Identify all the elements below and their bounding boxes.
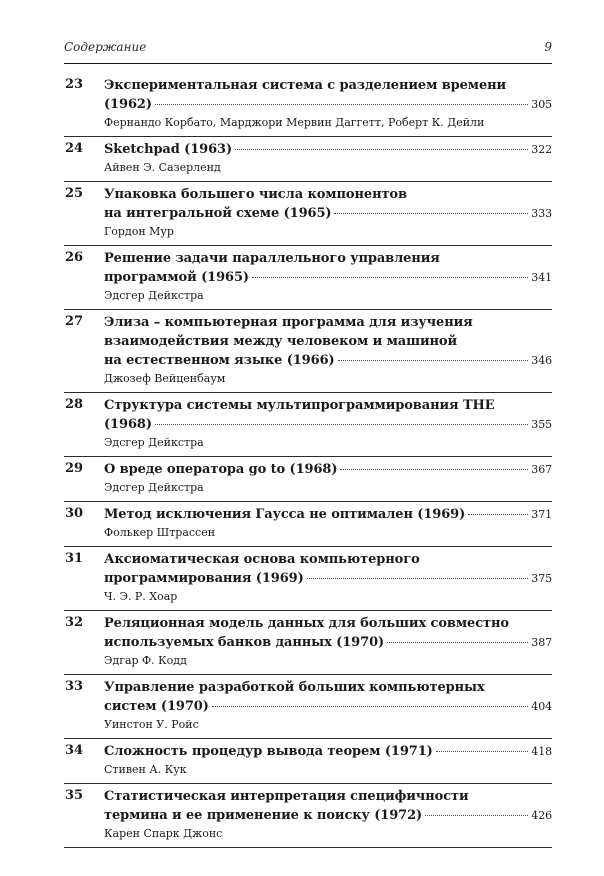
toc-entry-number: 35 <box>65 788 84 803</box>
dot-leader <box>334 213 528 214</box>
toc-entry-author: Эдсгер Дейкстра <box>104 289 204 302</box>
toc-entry-title-line: Статистическая интерпретация специфичности <box>104 789 469 804</box>
toc-entry-author: Фолькер Штрассен <box>104 526 216 539</box>
dot-leader <box>252 277 528 278</box>
toc-entry-page-number: 333 <box>531 207 552 220</box>
toc-entry <box>64 611 552 675</box>
toc-entry-title-last-line <box>104 569 552 588</box>
dot-leader <box>436 751 529 752</box>
toc-entry-number: 25 <box>65 186 84 201</box>
toc-entry-content <box>104 614 552 669</box>
toc-entry-content <box>104 678 552 733</box>
toc-entry-title-text: (1962) <box>104 97 152 112</box>
toc-entry-page-number: 371 <box>531 508 552 521</box>
toc-entry-title-text: О вреде оператора go to (1968) <box>104 462 338 477</box>
toc-entry <box>64 393 552 457</box>
toc-entry-author: Фернандо Корбато, Марджори Мервин Даггетт, Роберт К. Дейли <box>104 116 485 129</box>
toc-entry-number: 27 <box>65 314 84 329</box>
toc-entry-title-text: Метод исключения Гаусса не оптимален (1969) <box>104 507 466 522</box>
toc-entry-title-last-line <box>104 633 552 652</box>
toc-entry-number: 23 <box>65 77 84 92</box>
dot-leader <box>307 578 529 579</box>
toc-entry-content <box>104 185 552 240</box>
toc-entry-title-line: Управление разработкой больших компьютерных <box>104 680 485 695</box>
toc-entry-content <box>104 140 552 176</box>
toc-entry-content <box>104 460 552 496</box>
toc-entry-author: Эдгар Ф. Кодд <box>104 654 187 667</box>
toc-entry-number: 28 <box>65 397 84 412</box>
toc-entry-title-text: на естественном языке (1966) <box>104 353 335 368</box>
toc-entry-title-text: (1968) <box>104 417 152 432</box>
toc-entry-title-line: Аксиоматическая основа компьютерного <box>104 552 420 567</box>
toc-entry-title-line: Экспериментальная система с разделением времени <box>104 78 507 93</box>
toc-entry-number: 31 <box>65 551 84 566</box>
dot-leader <box>387 642 528 643</box>
dot-leader <box>155 424 528 425</box>
dot-leader <box>155 104 528 105</box>
toc-entry-title-text: программирования (1969) <box>104 571 304 586</box>
toc-entry-content <box>104 505 552 541</box>
toc-entry-author: Гордон Мур <box>104 225 174 238</box>
toc-entry-content <box>104 742 552 778</box>
toc-entry-content <box>104 550 552 605</box>
toc-entry <box>64 502 552 547</box>
running-header <box>64 40 552 56</box>
toc-entry-title-line: взаимодействия между человеком и машиной <box>104 334 458 349</box>
toc-entry-page-number: 322 <box>531 143 552 156</box>
toc-entry-page-number: 404 <box>531 700 552 713</box>
toc-entry-number: 32 <box>65 615 84 630</box>
toc-entry-title-text: программой (1965) <box>104 270 249 285</box>
toc-entry-title-last-line <box>104 505 552 524</box>
toc-entry-title-line: Элиза – компьютерная программа для изучения <box>104 315 473 330</box>
toc-entry-title-last-line <box>104 460 552 479</box>
toc-entry-page-number: 367 <box>531 463 552 476</box>
toc-entry-title-text: систем (1970) <box>104 699 209 714</box>
toc-entry-title-line: Упаковка большего числа компонентов <box>104 187 407 202</box>
toc-entry-author: Эдсгер Дейкстра <box>104 436 204 449</box>
toc-entry <box>64 73 552 137</box>
toc-entry-title-text: термина и ее применение к поиску (1972) <box>104 808 423 823</box>
toc-entry-number: 34 <box>65 743 84 758</box>
toc-entry-page-number: 375 <box>531 572 552 585</box>
toc-entry-title-last-line <box>104 95 552 114</box>
toc-entry-title-last-line <box>104 204 552 223</box>
toc-entry-page-number: 346 <box>531 354 552 367</box>
toc-entry-title-text: Сложность процедур вывода теорем (1971) <box>104 744 433 759</box>
toc-entry-number: 30 <box>65 506 84 521</box>
toc-entry <box>64 310 552 393</box>
toc-entry-title-last-line <box>104 697 552 716</box>
dot-leader <box>468 514 528 515</box>
running-header-page-number: 9 <box>544 40 552 54</box>
dot-leader <box>212 706 528 707</box>
toc-entry-title-last-line <box>104 140 552 159</box>
toc-entry-title-last-line <box>104 742 552 761</box>
toc-entry <box>64 246 552 310</box>
toc-entry <box>64 675 552 739</box>
toc-entry <box>64 547 552 611</box>
toc-entry-content <box>104 787 552 842</box>
toc-entry-page-number: 426 <box>531 809 552 822</box>
toc-entry-title-text: Sketchpad (1963) <box>104 142 233 157</box>
toc-entry-content <box>104 396 552 451</box>
toc-entry-author: Эдсгер Дейкстра <box>104 481 204 494</box>
toc-entry-title-last-line <box>104 351 552 370</box>
table-of-contents <box>64 73 552 848</box>
toc-entry-page-number: 305 <box>531 98 552 111</box>
toc-entry-title-line: Структура системы мультипрограммирования THE <box>104 398 495 413</box>
toc-entry-content <box>104 313 552 387</box>
running-header-title: Содержание <box>64 40 147 54</box>
toc-entry-author: Айвен Э. Сазерленд <box>104 161 221 174</box>
toc-entry-author: Джозеф Вейценбаум <box>104 372 226 385</box>
toc-entry-page-number: 418 <box>531 745 552 758</box>
toc-entry-number: 33 <box>65 679 84 694</box>
toc-entry-content <box>104 76 552 131</box>
header-rule <box>64 63 552 64</box>
toc-entry <box>64 784 552 848</box>
dot-leader <box>235 149 528 150</box>
dot-leader <box>425 815 528 816</box>
toc-entry-content <box>104 249 552 304</box>
toc-entry-title-last-line <box>104 268 552 287</box>
toc-entry-title-text: используемых банков данных (1970) <box>104 635 385 650</box>
toc-entry-author: Уинстон У. Ройс <box>104 718 199 731</box>
toc-entry-title-last-line <box>104 806 552 825</box>
toc-entry-title-text: на интегральной схеме (1965) <box>104 206 332 221</box>
toc-entry <box>64 137 552 182</box>
toc-entry-author: Карен Спарк Джонс <box>104 827 223 840</box>
dot-leader <box>338 360 529 361</box>
toc-entry-title-last-line <box>104 415 552 434</box>
toc-entry-author: Ч. Э. Р. Хоар <box>104 590 178 603</box>
toc-entry-number: 26 <box>65 250 84 265</box>
toc-entry-page-number: 355 <box>531 418 552 431</box>
toc-entry-page-number: 387 <box>531 636 552 649</box>
toc-entry-author: Стивен А. Кук <box>104 763 187 776</box>
toc-entry-number: 24 <box>65 141 84 156</box>
toc-entry-title-line: Реляционная модель данных для больших совместно <box>104 616 509 631</box>
toc-entry-title-line: Решение задачи параллельного управления <box>104 251 440 266</box>
toc-entry-page-number: 341 <box>531 271 552 284</box>
toc-entry <box>64 739 552 784</box>
dot-leader <box>340 469 528 470</box>
toc-entry <box>64 182 552 246</box>
toc-entry-number: 29 <box>65 461 84 476</box>
toc-entry <box>64 457 552 502</box>
